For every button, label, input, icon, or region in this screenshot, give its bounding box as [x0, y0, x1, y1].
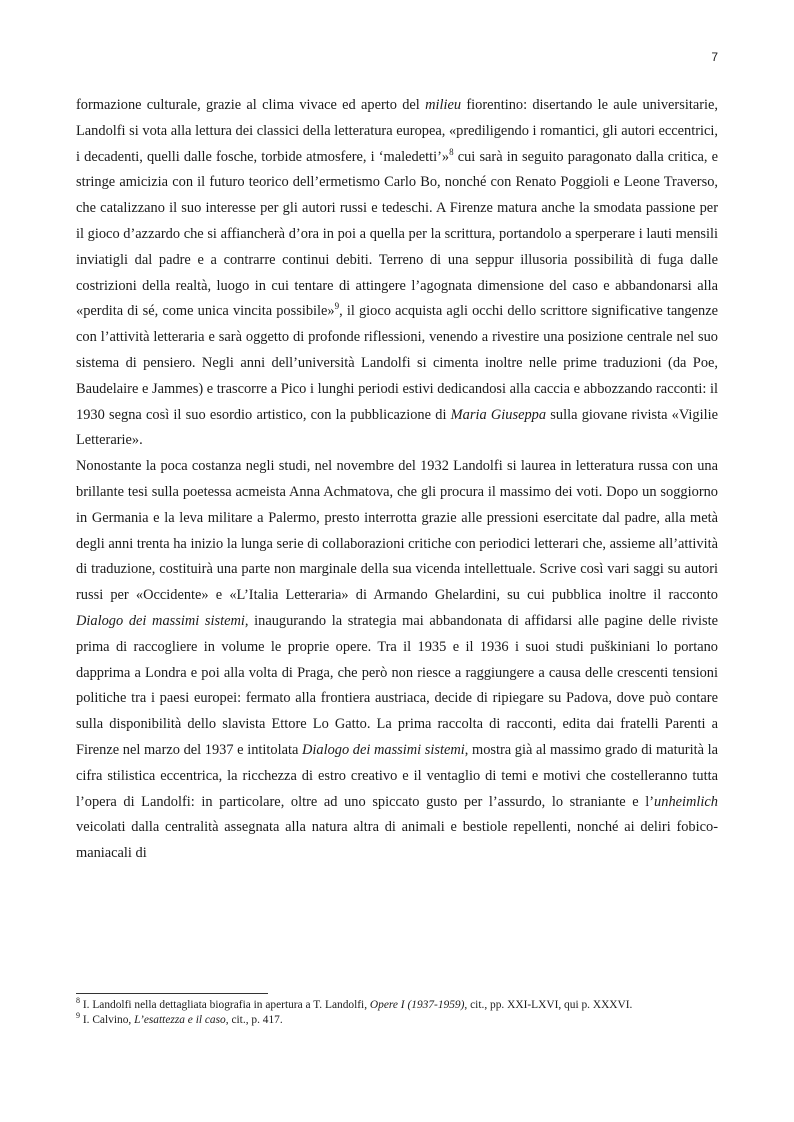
text-run: , mostra già al massimo grado di maturità la cifra stilistica eccentrica, la ricchezza di estro creativo e il ventaglio di temi e motivi che costelleranno tutta l’opera di Landolfi: in particolare, oltre ad uno spiccato gusto per l’assurdo, lo straniante e l’ — [76, 741, 718, 810]
italic-title: Dialogo dei massimi sistemi — [76, 612, 245, 629]
text-run: Nonostante la poca costanza negli studi, nel novembre del 1932 Landolfi si laurea in letteratura russa con una brillante tesi sulla poetessa acmeista Anna Achmatova, che gli procura il massimo dei voti. Dopo un soggiorno in Germania e la leva militare a Palermo, presto interrotta grazie alle pressioni esercitate dal padre, alla metà degli anni trenta ha inizio la lunga serie di collaborazioni critiche con periodici letterari che, assieme all’attività di traduzione, costituirà una parte non marginale della sua vicenda intellettuale. Scrive così vari saggi su autori russi per «Occidente» e «L’Italia Letteraria» di Armando Ghelardini, su cui pubblica inoltre il racconto — [76, 458, 718, 604]
footnote-reference[interactable]: 8 — [449, 146, 454, 157]
text-run: veicolati dalla centralità assegnata alla natura altra di animali e bestiole repellenti, nonché ai deliri fobico-maniacali di — [76, 819, 718, 862]
text-run: fiorentino: disertando le aule universitarie, Landolfi si vota alla lettura dei classici della letteratura europea, «prediligendo i romantici, gli autori eccentrici, i decadenti, quelli dalle fosche, torbide atmosfere, i ‘maledetti’» — [76, 97, 718, 165]
footnote-9 — [76, 1013, 718, 1028]
text-run: , cit., pp. XXI-LXVI, qui p. XXXVI. — [464, 999, 633, 1011]
text-run: sulla giovane rivista «Vigilie Letterarie». — [76, 406, 718, 449]
paragraph-1 — [76, 93, 718, 454]
text-run: , inaugurando la strategia mai abbandonata di affidarsi alle pagine delle riviste prima di raccogliere in volume le proprie opere. Tra il 1935 e il 1936 i suoi studi puškiniani lo portano dapprima a Londra e poi alla volta di Praga, che però non riesce a raggiungere a causa delle crescenti tensioni politiche tra i paesi europei: fermato alla frontiera austriaca, decide di ripiegare su Padova, dove può contare sulla disponibilità dello slavista Ettore Lo Gatto. La prima raccolta di racconti, edita dai fratelli Parenti a Firenze nel marzo del 1937 e intitolata — [76, 612, 718, 758]
italic-title: Maria Giuseppa — [450, 406, 547, 423]
text-run: formazione culturale, grazie al clima vivace ed aperto del — [76, 97, 426, 113]
footnote-8 — [76, 998, 718, 1013]
page-number: 7 — [711, 50, 718, 64]
italic-term: unheimlich — [654, 793, 718, 810]
text-run: , il gioco acquista agli occhi dello scrittore significative tangenze con l’attività letteraria e sarà oggetto di profonde riflessioni, venendo a rivestire una posizione centrale nel suo sistema di pensiero. Negli anni dell’università Landolfi si cimenta inoltre nelle prime traduzioni (da Poe, Baudelaire e Jammes) e trascorre a Pico i lunghi periodi estivi dedicandosi alla caccia e abbozzando racconti: il 1930 segna così il suo esordio artistico, con la pubblicazione di — [76, 303, 718, 423]
body-text — [76, 93, 718, 867]
footnote-separator — [76, 993, 268, 994]
text-run: I. Calvino, — [80, 1014, 135, 1026]
text-run: , cit., p. 417. — [225, 1014, 283, 1026]
footnote-number: 8 — [76, 996, 80, 1006]
text-run: cui sarà in seguito paragonato dalla critica, e stringe amicizia con il futuro teorico dell’ermetismo Carlo Bo, nonché con Renato Poggioli e Leone Traverso, che catalizzano il suo interesse per gli autori russi e tedeschi. A Firenze matura anche la smodata passione per il gioco d’azzardo che si affiancherà d’ora in poi a quella per la scrittura, portandolo a sperperare i lauti mensili inviatigli dal padre e a contrarre continui debiti. Terreno di una seppur illusoria possibilità di fuga dalle costrizioni della realtà, luogo in cui tentare di attingere l’agognata dimensione del caso e abbandonarsi alla «perdita di sé, come unica vincita possibile» — [76, 148, 718, 320]
italic-title: Dialogo dei massimi sistemi — [301, 741, 465, 758]
paragraph-2 — [76, 454, 718, 867]
text-run: I. Landolfi nella dettagliata biografia in apertura a T. Landolfi, — [80, 999, 370, 1011]
footnotes — [76, 998, 718, 1028]
footnote-number: 9 — [76, 1011, 80, 1021]
footnote-reference[interactable]: 9 — [334, 301, 340, 312]
italic-title: Opere I (1937-1959) — [369, 999, 465, 1011]
italic-title: L’esattezza e il caso — [134, 1014, 226, 1026]
italic-term: milieu — [425, 97, 462, 113]
